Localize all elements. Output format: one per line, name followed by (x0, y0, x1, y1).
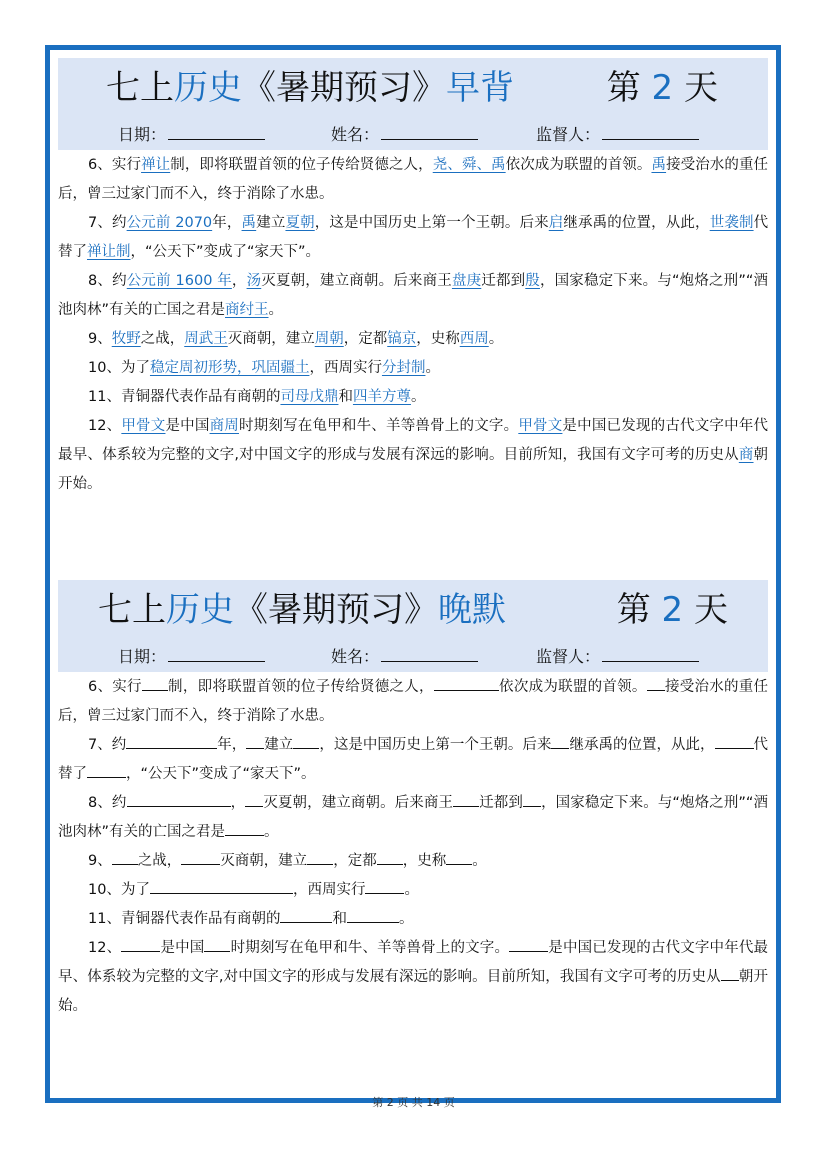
question-text: ，国家稳定下来。与“炮烙之刑”“酒池肉林”有关的亡国之君是 (58, 795, 769, 840)
answer-text: 世袭制 (709, 215, 754, 231)
answer-text: 禅让制 (87, 244, 131, 260)
answer-text: 甲骨文 (121, 418, 166, 434)
question-text: 年， (212, 215, 242, 231)
question-text: 。 (264, 824, 279, 840)
day-number: 2 (651, 68, 674, 108)
question-text: 迁都到 (479, 795, 523, 811)
item-8 (58, 267, 768, 325)
evening-text (58, 672, 768, 1021)
day-suffix: 天 (684, 68, 718, 108)
question-text: 青铜器代表作品有商朝的 (120, 911, 281, 927)
answer-blank[interactable] (365, 878, 404, 894)
question-text: 制，即将联盟首领的位子传给贤德之人， (167, 679, 434, 695)
answer-text: 禅让 (141, 157, 171, 173)
answer-blank[interactable] (523, 791, 541, 807)
answer-text: 尧、舜、禹 (432, 157, 506, 173)
answer-blank[interactable] (121, 936, 160, 952)
item-11 (58, 905, 768, 934)
supervisor-label: 监督人： (536, 125, 601, 144)
item-number: 12、 (88, 418, 122, 434)
question-text: 制，即将联盟首领的位子传给贤德之人， (170, 157, 433, 173)
title-prefix: 七上 (106, 68, 174, 108)
question-text: 代替了 (58, 737, 769, 782)
answer-text: 汤 (246, 273, 262, 289)
item-number: 8、 (88, 273, 113, 289)
question-text: 是中国 (160, 940, 205, 956)
answer-blank[interactable] (293, 733, 319, 749)
title-subject: 历史 (166, 590, 234, 630)
question-text: 。 (410, 389, 426, 405)
page-footer: 第 2 页 共 14 页 (372, 1096, 455, 1109)
day-prefix: 第 (606, 68, 641, 108)
item-12 (58, 934, 768, 1021)
question-text: 建立 (256, 215, 286, 231)
answer-blank[interactable] (453, 791, 479, 807)
question-text: 接受治水的重任后，曾三过家门而不入，终于消除了水患。 (58, 679, 769, 724)
question-text: 。 (425, 360, 440, 376)
date-label: 日期： (118, 647, 167, 666)
title-suffix: 早背 (446, 68, 514, 108)
title-suffix: 晚默 (438, 590, 506, 630)
item-number: 6、 (88, 157, 112, 173)
answer-text: 稳定周初形势，巩固疆土 (149, 360, 310, 376)
supervisor-field[interactable] (602, 647, 699, 662)
answer-blank[interactable] (647, 675, 665, 691)
name-field[interactable] (381, 647, 478, 662)
answer-text: 殷 (525, 273, 540, 289)
question-text: ，西周实行 (309, 360, 382, 376)
answer-blank[interactable] (204, 936, 230, 952)
answer-text: 商 (738, 447, 754, 463)
answer-text: 夏朝 (285, 215, 315, 231)
answer-text: 公元前 1600 年 (126, 273, 232, 289)
answer-text: 周朝 (314, 331, 344, 347)
question-text: ， (230, 795, 246, 811)
day-number: 2 (661, 590, 684, 630)
item-6 (58, 151, 768, 209)
answer-blank[interactable] (377, 849, 403, 865)
question-text: ，“公天下”变成了“家天下”。 (126, 766, 316, 782)
answer-blank[interactable] (225, 820, 264, 836)
day-suffix: 天 (694, 590, 728, 630)
answer-text: 四羊方尊 (352, 389, 411, 405)
answer-blank[interactable] (142, 675, 168, 691)
answer-blank[interactable] (246, 733, 264, 749)
answer-text: 禹 (651, 157, 667, 173)
answer-blank[interactable] (126, 733, 217, 749)
day-prefix: 第 (616, 590, 651, 630)
item-11 (58, 383, 768, 412)
item-12 (58, 412, 768, 499)
answer-text: 分封制 (381, 360, 426, 376)
question-text: 灭夏朝，建立商朝。后来商王 (263, 795, 454, 811)
answer-blank[interactable] (280, 907, 332, 923)
item-number: 10、 (88, 882, 121, 898)
item-number: 8、 (88, 795, 112, 811)
question-text: 代替了 (58, 215, 769, 260)
question-text: 迁都到 (481, 273, 526, 289)
question-text: 青铜器代表作品有商朝的 (120, 389, 281, 405)
question-text: 灭商朝，建立 (220, 853, 308, 869)
answer-blank[interactable] (112, 849, 138, 865)
answer-text: 商纣王 (225, 302, 269, 318)
answer-blank[interactable] (721, 965, 739, 981)
question-text: ，这是中国历史上第一个王朝。后来 (319, 737, 552, 753)
question-text: ，定都 (343, 331, 388, 347)
evening-header (58, 580, 768, 672)
evening-meta (58, 636, 768, 672)
question-text: 继承禹的位置，从此， (569, 737, 715, 753)
answer-text: 禹 (241, 215, 257, 231)
answer-blank[interactable] (434, 675, 499, 691)
question-text: 继承禹的位置，从此， (563, 215, 710, 231)
item-10 (58, 876, 768, 905)
item-10 (58, 354, 768, 383)
item-number: 9、 (88, 853, 112, 869)
item-7 (58, 731, 768, 789)
item-number: 7、 (88, 737, 112, 753)
title-subject: 历史 (174, 68, 242, 108)
answer-blank[interactable] (87, 762, 126, 778)
name-label: 姓名： (331, 125, 380, 144)
item-number: 12、 (88, 940, 122, 956)
morning-title (58, 58, 768, 114)
item-9 (58, 325, 768, 354)
question-text: ，西周实行 (292, 882, 366, 898)
date-field[interactable] (168, 125, 265, 140)
question-text: 。 (398, 911, 414, 927)
date-label: 日期： (118, 125, 167, 144)
question-text: 约 (111, 215, 127, 231)
answer-blank[interactable] (715, 733, 754, 749)
name-field[interactable] (381, 125, 478, 140)
morning-text (58, 150, 768, 499)
answer-text: 周武王 (184, 331, 228, 347)
answer-text: 司母戊鼎 (280, 389, 339, 405)
question-text: ，“公天下”变成了“家天下”。 (130, 244, 321, 260)
morning-header (58, 58, 768, 150)
item-number: 9、 (88, 331, 112, 347)
question-text: ，定都 (333, 853, 377, 869)
answer-blank[interactable] (181, 849, 220, 865)
question-text: 是中国 (165, 418, 210, 434)
evening-section (58, 580, 768, 1021)
answer-text: 商周 (209, 418, 239, 434)
question-text: ，史称 (416, 331, 460, 347)
answer-blank[interactable] (446, 849, 472, 865)
title-mid: 《暑期预习》 (242, 68, 446, 108)
morning-meta (58, 114, 768, 150)
question-text: 约 (112, 273, 127, 289)
question-text: 灭商朝，建立 (227, 331, 315, 347)
question-text: 。 (472, 853, 487, 869)
supervisor-field[interactable] (602, 125, 699, 140)
question-text: ，这是中国历史上第一个王朝。后来 (314, 215, 549, 231)
answer-blank[interactable] (509, 936, 548, 952)
question-text: 年， (217, 737, 247, 753)
answer-blank[interactable] (245, 791, 263, 807)
question-text: 。 (268, 302, 284, 318)
question-text: 依次成为联盟的首领。 (498, 679, 647, 695)
question-text: 之战， (137, 853, 182, 869)
question-text: 建立 (264, 737, 294, 753)
answer-text: 盘庚 (451, 273, 482, 289)
item-number: 11、 (88, 911, 121, 927)
answer-text: 公元前 2070 (126, 215, 213, 231)
item-number: 10、 (88, 360, 121, 376)
answer-blank[interactable] (551, 733, 569, 749)
question-text: 实行 (112, 679, 142, 695)
question-text: 接受治水的重任后，曾三过家门而不入，终于消除了水患。 (58, 157, 769, 202)
item-9 (58, 847, 768, 876)
item-7 (58, 209, 768, 267)
name-label: 姓名： (331, 647, 380, 666)
question-text: ， (231, 273, 247, 289)
answer-text: 西周 (459, 331, 489, 347)
question-text: ，史称 (402, 853, 447, 869)
answer-blank[interactable] (127, 791, 231, 807)
answer-text: 牧野 (111, 331, 141, 347)
question-text: 是中国已发现的古代文字中年代最早、体系较为完整的文字,对中国文字的形成与发展有深远的影响。目前所知，我国有文字可考的历史从 (58, 940, 769, 985)
question-text: 。 (404, 882, 419, 898)
title-prefix: 七上 (98, 590, 166, 630)
question-text: 是中国已发现的古代文字中年代最早、体系较为完整的文字,对中国文字的形成与发展有深远的影响。目前所知，我国有文字可考的历史从 (58, 418, 769, 463)
item-6 (58, 673, 768, 731)
supervisor-label: 监督人： (536, 647, 601, 666)
question-text: 朝开始。 (58, 447, 769, 492)
question-text: 依次成为联盟的首领。 (505, 157, 652, 173)
question-text: 为了 (120, 360, 150, 376)
item-number: 6、 (88, 679, 113, 695)
question-text: 约 (111, 795, 127, 811)
evening-day (617, 586, 728, 634)
answer-blank[interactable] (307, 849, 333, 865)
question-text: 时期刻写在龟甲和牛、羊等兽骨上的文字。 (238, 418, 519, 434)
evening-title (58, 580, 768, 636)
answer-text: 启 (548, 215, 564, 231)
answer-blank[interactable] (150, 878, 293, 894)
answer-blank[interactable] (347, 907, 399, 923)
item-8 (58, 789, 768, 847)
morning-day (607, 64, 718, 112)
question-text: 灭夏朝，建立商朝。后来商王 (261, 273, 452, 289)
question-text: 和 (332, 911, 347, 927)
question-text: ，国家稳定下来。与“炮烙之刑”“酒池肉林”有关的亡国之君是 (58, 273, 769, 318)
morning-section (58, 58, 768, 499)
date-field[interactable] (168, 647, 265, 662)
question-text: 时期刻写在龟甲和牛、羊等兽骨上的文字。 (230, 940, 510, 956)
item-number: 11、 (88, 389, 121, 405)
item-number: 7、 (88, 215, 112, 231)
answer-text: 甲骨文 (518, 418, 563, 434)
title-mid: 《暑期预习》 (234, 590, 438, 630)
question-text: 之战， (140, 331, 185, 347)
question-text: 为了 (120, 882, 150, 898)
question-text: 和 (338, 389, 353, 405)
answer-text: 镐京 (387, 331, 417, 347)
question-text: 。 (488, 331, 504, 347)
question-text: 朝开始。 (58, 969, 768, 1014)
question-text: 实行 (111, 157, 142, 173)
question-text: 约 (111, 737, 127, 753)
